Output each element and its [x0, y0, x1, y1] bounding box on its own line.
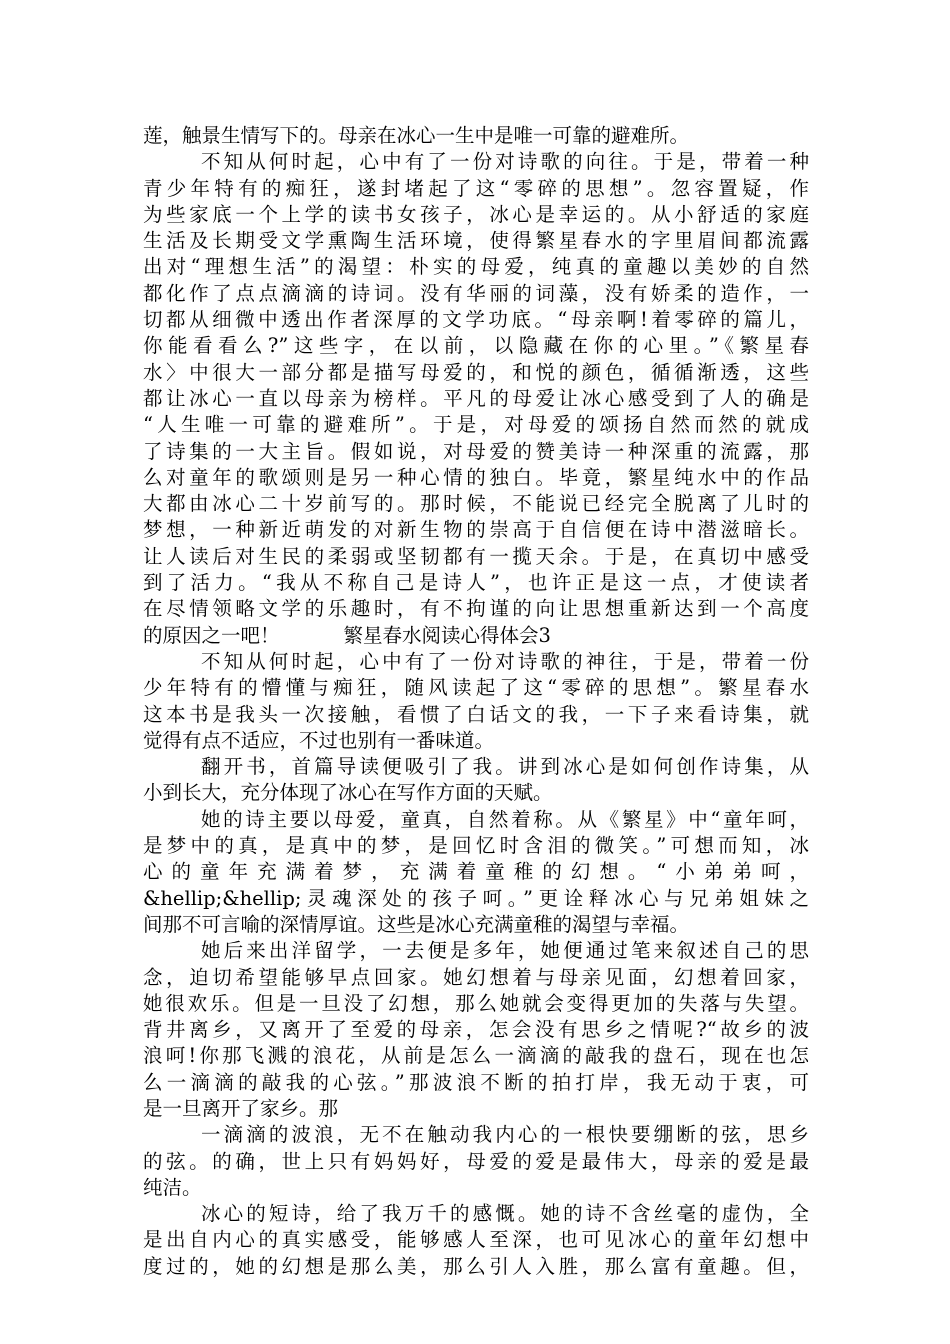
- text-line: 为些家底一个上学的读书女孩子，冰心是幸运的。从小舒适的家庭: [143, 202, 809, 226]
- text-line: 的弦。的确，世上只有妈妈好，母爱的爱是最伟大，母亲的爱是最: [143, 1149, 809, 1173]
- text-line: 是梦中的真，是真中的梦，是回忆时含泪的微笑。”可想而知，冰: [143, 834, 809, 858]
- text-line: 度过的，她的幻想是那么美，那么引人入胜，那么富有童趣。但，: [143, 1254, 809, 1278]
- text-line: 么一滴滴的敲我的心弦。”那波浪不断的拍打岸，我无动于衷，可: [143, 1070, 809, 1094]
- text-line: 切都从细微中透出作者深厚的文学功底。“母亲啊!着零碎的篇儿，: [143, 308, 809, 332]
- text-line: 出对“理想生活”的渴望：朴实的母爱，纯真的童趣以美妙的自然: [143, 255, 809, 279]
- text-line: 是一旦离开了家乡。那: [143, 1096, 339, 1120]
- text-line: 水〉中很大一部分都是描写母爱的，和悦的颜色，循循渐透，这些: [143, 360, 809, 384]
- text-line: 青少年特有的痴狂，遂封堵起了这“零碎的思想”。忽容置疑，作: [143, 176, 809, 200]
- text-line: 翻开书，首篇导读便吸引了我。讲到冰心是如何创作诗集，从: [201, 755, 809, 779]
- text-line: 都化作了点点滴滴的诗词。没有华丽的词藻，没有娇柔的造作，一: [143, 281, 809, 305]
- text-line: 莲，触景生情写下的。母亲在冰心一生中是唯一可靠的避难所。: [143, 124, 690, 147]
- text-line: 到了活力。“我从不称自己是诗人”，也许正是这一点，才使读者: [143, 571, 809, 595]
- text-line: 了诗集的一大主旨。假如说，对母爱的赞美诗一种深重的流露，那: [143, 439, 809, 463]
- text-line: 纯洁。: [143, 1175, 202, 1199]
- document-body: [143, 123, 809, 1280]
- text-line: 浪呵!你那飞溅的浪花，从前是怎么一滴滴的敲我的盘石，现在也怎: [143, 1044, 809, 1068]
- text-fragment: 的原因之一吧！: [143, 623, 280, 647]
- text-line: 梦想，一种新近萌发的对新生物的崇高于自信便在诗中潜滋暗长。: [143, 518, 809, 542]
- text-line: &hellip;&hellip;灵魂深处的孩子呵。”更诠释冰心与兄弟姐妹之: [143, 886, 809, 910]
- text-line: 不知从何时起，心中有了一份对诗歌的神往，于是，带着一份: [201, 649, 809, 673]
- text-line: 心的童年充满着梦，充满着童稚的幻想。“小弟弟呵，: [143, 860, 809, 884]
- text-line: 她后来出洋留学，一去便是多年，她便通过笔来叙述自己的思: [201, 939, 809, 963]
- text-line: 她很欢乐。但是一旦没了幻想，那么她就会变得更加的失落与失望。: [143, 991, 809, 1015]
- text-line: “人生唯一可靠的避难所”。于是，对母爱的颂扬自然而然的就成: [143, 413, 809, 437]
- text-line: 在尽情领略文学的乐趣时，有不拘谨的向让思想重新达到一个高度: [143, 597, 809, 621]
- text-line: 大都由冰心二十岁前写的。那时候，不能说已经完全脱离了儿时的: [143, 492, 809, 516]
- text-line: 冰心的短诗，给了我万千的感慨。她的诗不含丝毫的虚伪，全: [201, 1202, 809, 1226]
- text-line: 念，迫切希望能够早点回家。她幻想着与母亲见面，幻想着回家，: [143, 965, 809, 989]
- text-line: 少年特有的懵懂与痴狂，随风读起了这“零碎的思想”。繁星春水: [143, 676, 809, 700]
- text-line: 是出自内心的真实感受，能够感人至深，也可见冰心的童年幻想中: [143, 1228, 809, 1252]
- text-line: 不知从何时起，心中有了一份对诗歌的向往。于是，带着一种: [201, 150, 809, 174]
- text-line: 背井离乡，又离开了至爱的母亲，怎会没有思乡之情呢?“故乡的波: [143, 1018, 809, 1042]
- text-line: 觉得有点不适应，不过也别有一番味道。: [143, 728, 495, 752]
- text-line: 小到长大，充分体现了冰心在写作方面的天赋。: [143, 781, 553, 805]
- text-line: 一滴滴的波浪，无不在触动我内心的一根快要绷断的弦，思乡: [201, 1123, 809, 1147]
- text-line: 间那不可言喻的深情厚谊。这些是冰心充满童稚的渴望与幸福。: [143, 912, 690, 936]
- text-line: 这本书是我头一次接触，看惯了白话文的我，一下子来看诗集，就: [143, 702, 809, 726]
- text-line: 她的诗主要以母爱，童真，自然着称。从《繁星》中“童年呵，: [201, 807, 809, 831]
- text-line-with-title: [143, 623, 809, 649]
- text-line: 都让冰心一直以母亲为榜样。平凡的母爱让冰心感受到了人的确是: [143, 386, 809, 410]
- text-line: 让人读后对生民的柔弱或坚韧都有一揽天余。于是，在真切中感受: [143, 544, 809, 568]
- text-line: 生活及长期受文学熏陶生活环境，使得繁星春水的字里眉间都流露: [143, 229, 809, 253]
- text-line: 么对童年的歌颂则是另一种心情的独白。毕竟，繁星纯水中的作品: [143, 465, 809, 489]
- section-title: 繁星春水阅读心得体会3: [343, 623, 551, 647]
- text-line: 你能看看么?”这些字，在以前，以隐藏在你的心里。”《繁星春: [143, 334, 809, 358]
